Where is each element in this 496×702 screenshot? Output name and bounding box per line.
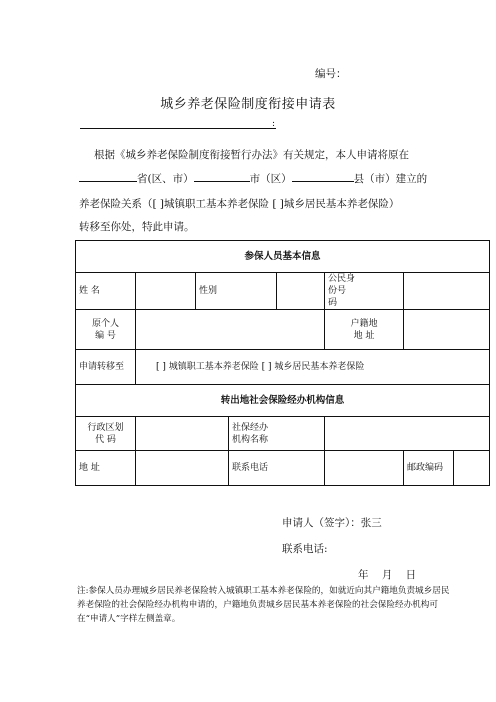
original-id-label bbox=[76, 310, 136, 350]
postcode-label: 邮政编码 bbox=[407, 463, 444, 473]
id-label-line-2: 份号 bbox=[328, 286, 347, 296]
intro-line-4: 转移至你处，特此申请。 bbox=[79, 221, 195, 233]
phone-postcode-cell bbox=[325, 451, 404, 486]
intro-line-2 bbox=[79, 169, 427, 189]
orig-id-line-1: 原个人 bbox=[91, 318, 119, 329]
contact-phone-label: 联系电话: bbox=[282, 543, 328, 555]
postcode-value-cell[interactable] bbox=[453, 451, 489, 485]
household-line-1: 户籍地 bbox=[350, 318, 378, 329]
region-code-line-2: 代 码 bbox=[95, 434, 116, 445]
id-number-value-cell[interactable] bbox=[404, 273, 490, 310]
gender-label: 性别 bbox=[196, 273, 277, 310]
region-code-value-cell[interactable] bbox=[136, 417, 229, 451]
postcode-cell bbox=[404, 451, 490, 486]
section-basic-info-title: 参保人员基本信息 bbox=[76, 241, 490, 273]
household-line-2: 地 址 bbox=[353, 330, 375, 341]
section-agency-info-title: 转出地社会保险经办机构信息 bbox=[76, 385, 490, 417]
address-value-cell[interactable] bbox=[136, 451, 229, 486]
name-value-cell[interactable] bbox=[136, 273, 196, 310]
county-blank[interactable] bbox=[292, 169, 354, 182]
footnote: 注:参保人员办理城乡居民养老保险转入城镇职工基本养老保险的，如就近向其户籍地负责城乡居民养老保险的社会保险经办机构申请的，户籍地负责城乡居民基本养老保险的社会保险经办机构可在“申请人”字样左侧盖章。 bbox=[77, 586, 450, 624]
province-blank[interactable] bbox=[79, 169, 137, 182]
agency-name-line-2: 机构名称 bbox=[232, 434, 269, 445]
county-label: 县（市）建立的 bbox=[353, 173, 428, 185]
transfer-to-label: 申请转移至 bbox=[76, 350, 136, 385]
page-title: 城乡养老保险制度衔接申请表 bbox=[160, 97, 336, 112]
address-label: 地 址 bbox=[76, 451, 136, 486]
date-line: 年 月 日 bbox=[358, 569, 417, 581]
agency-name-value-cell[interactable] bbox=[325, 417, 490, 451]
intro-line-1: 根据《城乡养老保险制度衔接暂行办法》有关规定，本人申请将原在 bbox=[94, 149, 409, 161]
agency-name-label bbox=[229, 417, 325, 451]
city-label: 市（区） bbox=[249, 173, 292, 185]
original-id-value-cell[interactable] bbox=[136, 310, 325, 350]
address-underline bbox=[80, 128, 276, 129]
serial-number-label: 编号： bbox=[315, 68, 347, 80]
application-form-table bbox=[75, 240, 490, 486]
intro-line-3: 养老保险关系（[ ]城镇职工基本养老保险 [ ]城乡居民基本养老保险） bbox=[79, 198, 400, 210]
agency-name-line-1: 社保经办 bbox=[232, 422, 269, 433]
city-blank[interactable] bbox=[194, 169, 250, 182]
orig-id-line-2: 编 号 bbox=[95, 330, 116, 341]
applicant-signature: 申请人（签字）：张三 bbox=[282, 517, 382, 529]
province-label: 省(区、市） bbox=[137, 173, 194, 185]
id-number-label bbox=[325, 273, 404, 310]
transfer-options[interactable]: [ ] 城镇职工基本养老保险 [ ] 城乡居民基本养老保险 bbox=[136, 350, 490, 385]
household-address-value-cell[interactable] bbox=[404, 310, 490, 350]
region-code-line-1: 行政区划 bbox=[87, 422, 124, 433]
id-label-line-3: 码 bbox=[328, 298, 338, 308]
address-colon: : bbox=[272, 119, 276, 129]
region-code-label bbox=[76, 417, 136, 451]
name-label: 姓 名 bbox=[76, 273, 136, 310]
phone-label: 联系电话 bbox=[229, 451, 325, 486]
id-label-line-1: 公民身 bbox=[328, 274, 356, 284]
household-address-label bbox=[325, 310, 404, 350]
gender-value-cell[interactable] bbox=[277, 273, 325, 310]
